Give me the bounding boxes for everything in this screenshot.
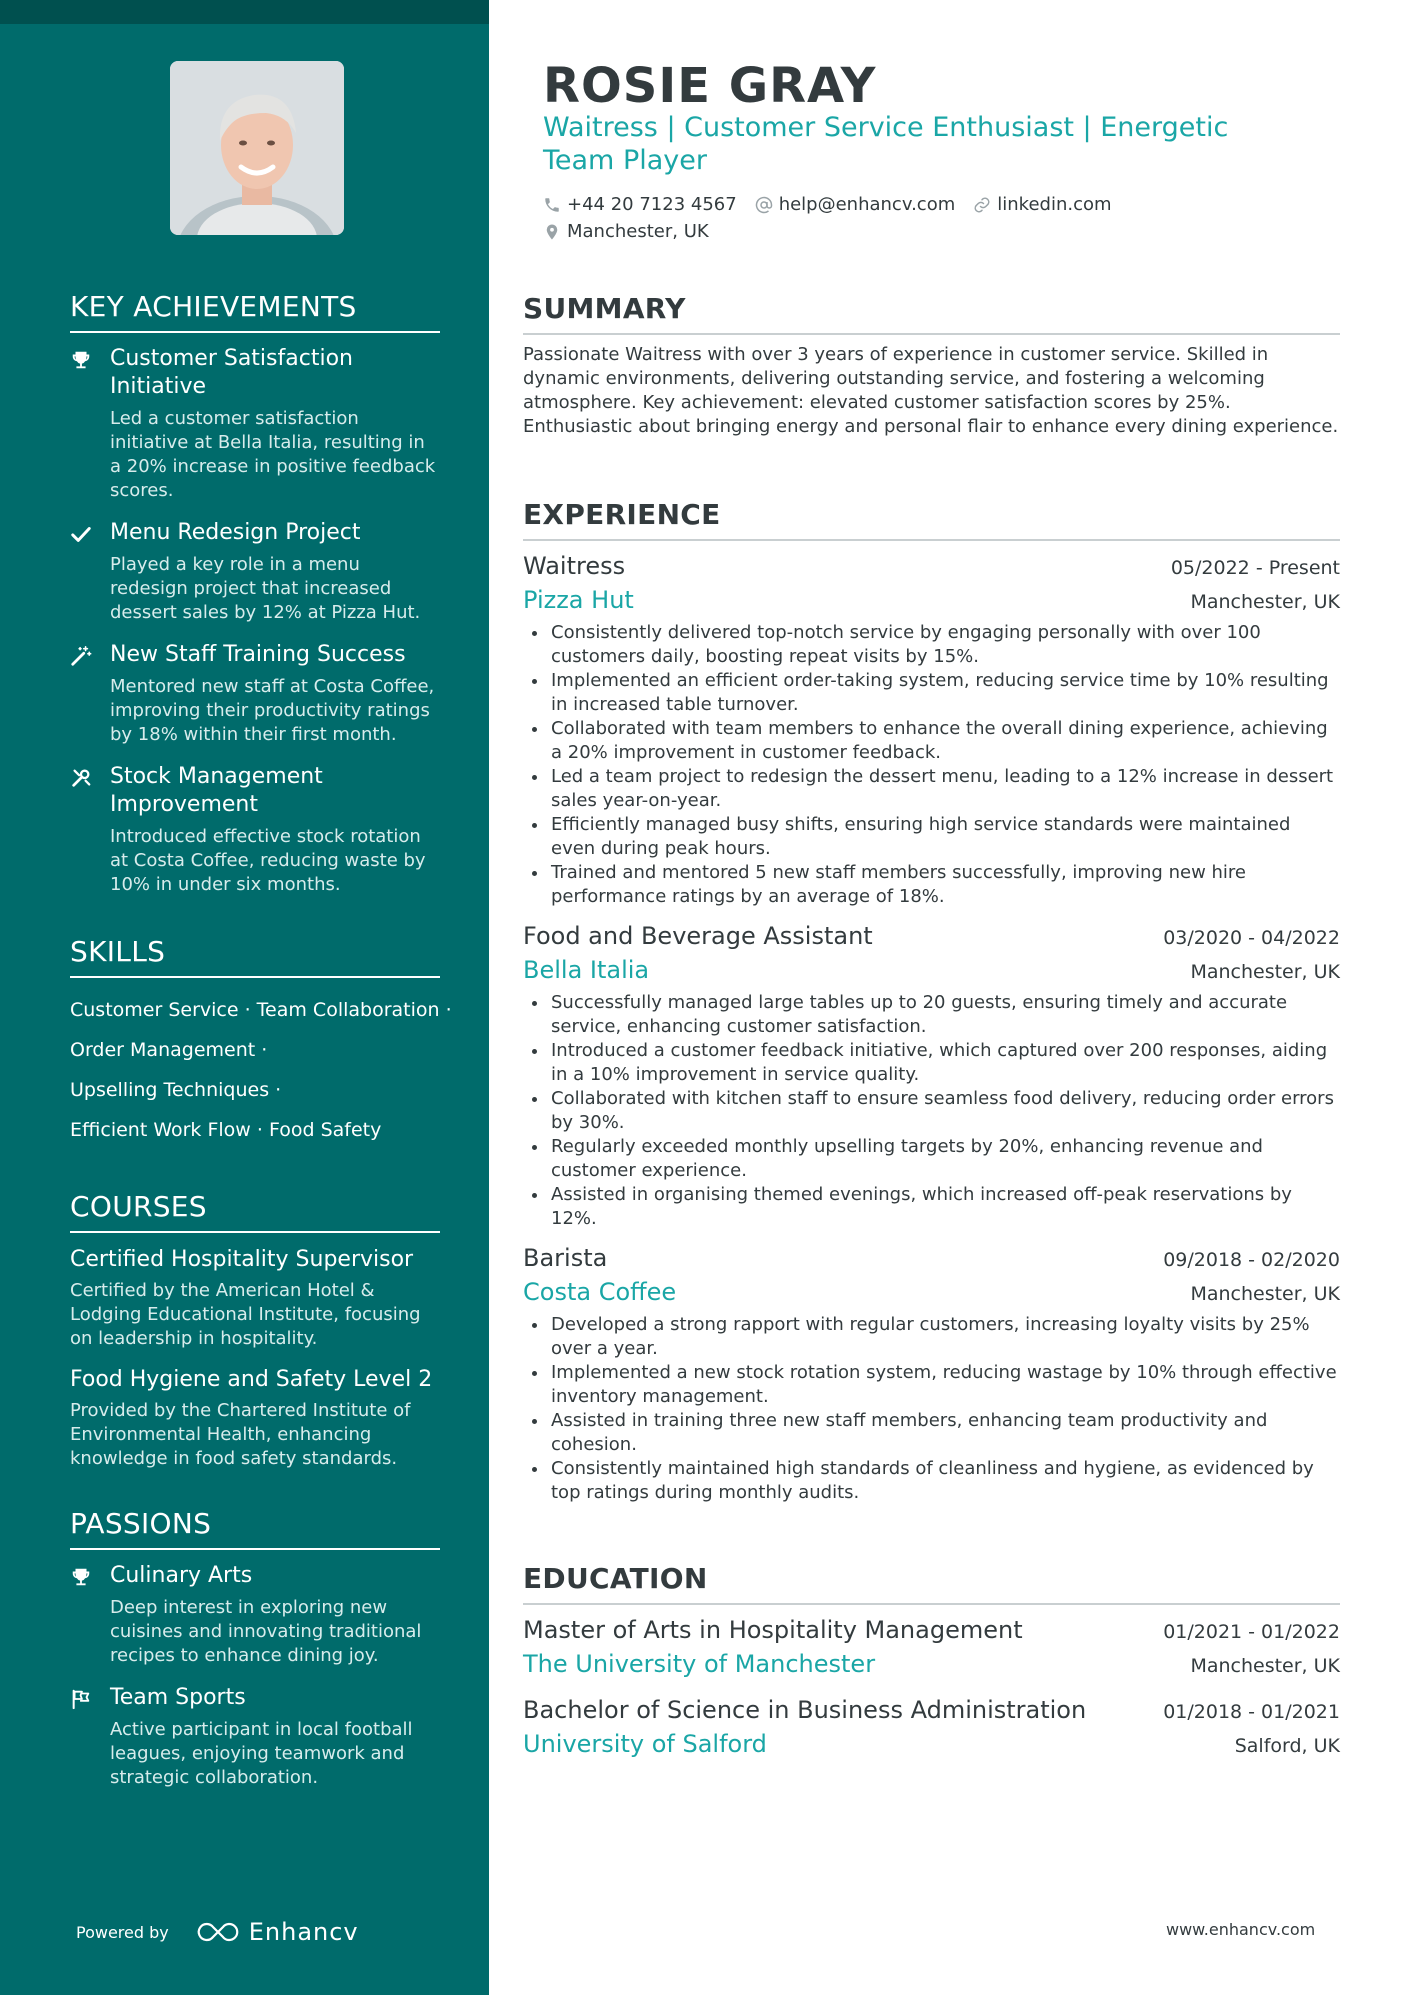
checkmark-icon: [70, 523, 94, 547]
job-location: Manchester, UK: [1190, 1283, 1340, 1305]
course-item: [70, 1365, 440, 1471]
bullet-item: Trained and mentored 5 new staff members successfully, improving new hire performance ratings by an average of 18%.: [523, 861, 1340, 909]
job-bullets: [523, 991, 1340, 1231]
achievement-item: [70, 519, 440, 625]
experience-section: [523, 498, 1340, 1515]
skills-heading: SKILLS: [70, 935, 440, 978]
education-dates: 01/2021 - 01/2022: [1163, 1621, 1340, 1643]
email-address: help@enhancv.com: [778, 194, 956, 215]
at-sign-icon: [755, 196, 773, 214]
sidebar: [0, 0, 489, 1995]
course-title: Food Hygiene and Safety Level 2: [70, 1367, 433, 1392]
achievement-item: [70, 641, 440, 747]
footer-website-link[interactable]: www.enhancv.com: [1166, 1920, 1316, 1939]
location-contact: [543, 221, 709, 242]
achievement-description: Introduced effective stock rotation at Costa Coffee, reducing waste by 10% in under six months.: [110, 826, 426, 895]
trophy-icon: [70, 1566, 94, 1590]
phone-contact[interactable]: [543, 194, 737, 215]
job-bullets: [523, 1313, 1340, 1505]
tools-icon: [70, 767, 94, 791]
bullet-item: Consistently maintained high standards of cleanliness and hygiene, as evidenced by top ratings during monthly audits.: [523, 1457, 1340, 1505]
company-name: Costa Coffee: [523, 1278, 677, 1306]
course-title: Certified Hospitality Supervisor: [70, 1247, 414, 1272]
job-entry: [523, 549, 1340, 909]
education-heading: EDUCATION: [523, 1562, 1340, 1605]
location-pin-icon: [543, 223, 561, 241]
school-location: Manchester, UK: [1190, 1655, 1340, 1677]
passion-title: Team Sports: [110, 1685, 246, 1710]
education-dates: 01/2018 - 01/2021: [1163, 1701, 1340, 1723]
bullet-item: Collaborated with team members to enhance the overall dining experience, achieving a 20% improvement in customer feedback.: [523, 717, 1340, 765]
achievement-title: New Staff Training Success: [110, 642, 406, 667]
job-dates: 03/2020 - 04/2022: [1163, 927, 1340, 949]
skill-line: Efficient Work Flow · Food Safety: [70, 1119, 382, 1141]
course-item: [70, 1245, 440, 1351]
skill-line: Order Management ·: [70, 1039, 268, 1061]
school-location: Salford, UK: [1234, 1735, 1340, 1757]
bullet-item: Assisted in training three new staff members, enhancing team productivity and cohesion.: [523, 1409, 1340, 1457]
tagline: Waitress | Customer Service Enthusiast | Energetic Team Player: [543, 112, 1229, 176]
job-entry: [523, 919, 1340, 1231]
phone-number: +44 20 7123 4567: [567, 194, 737, 215]
school-name: University of Salford: [523, 1730, 767, 1758]
achievement-description: Played a key role in a menu redesign project that increased dessert sales by 12% at Pizza Hut.: [110, 554, 421, 623]
bullet-item: Consistently delivered top-notch service by engaging personally with over 100 customers daily, boosting repeat visits by 15%.: [523, 621, 1340, 669]
passion-description: Deep interest in exploring new cuisines and innovating traditional recipes to enhance dining joy.: [110, 1597, 422, 1666]
achievement-description: Led a customer satisfaction initiative at Bella Italia, resulting in a 20% increase in positive feedback scores.: [110, 408, 436, 501]
profile-photo: [170, 61, 344, 235]
location-row: [543, 221, 727, 242]
job-entry: [523, 1241, 1340, 1505]
job-location: Manchester, UK: [1190, 961, 1340, 983]
passion-description: Active participant in local football leagues, enjoying teamwork and strategic collaboration.: [110, 1719, 413, 1788]
job-bullets: [523, 621, 1340, 909]
contact-row: [543, 194, 1130, 215]
achievement-item: [70, 345, 440, 503]
location-text: Manchester, UK: [567, 221, 709, 242]
company-name: Bella Italia: [523, 956, 650, 984]
bullet-item: Efficiently managed busy shifts, ensuring high service standards were maintained even during peak hours.: [523, 813, 1340, 861]
sidebar-top-bar: [0, 0, 489, 24]
bullet-item: Regularly exceeded monthly upselling targets by 20%, enhancing revenue and customer experience.: [523, 1135, 1340, 1183]
education-section: [523, 1562, 1340, 1773]
magic-wand-icon: [70, 645, 94, 669]
job-dates: 05/2022 - Present: [1170, 557, 1340, 579]
courses-heading: COURSES: [70, 1190, 440, 1233]
job-dates: 09/2018 - 02/2020: [1163, 1249, 1340, 1271]
course-description: Certified by the American Hotel & Lodging Educational Institute, focusing on leadership in hospitality.: [70, 1280, 421, 1349]
bullet-item: Led a team project to redesign the dessert menu, leading to a 12% increase in dessert sales year-on-year.: [523, 765, 1340, 813]
email-contact[interactable]: [755, 194, 956, 215]
sidebar-content: [70, 290, 452, 1806]
achievement-title: Menu Redesign Project: [110, 520, 361, 545]
achievement-item: [70, 763, 440, 897]
company-name: Pizza Hut: [523, 586, 634, 614]
trophy-icon: [70, 349, 94, 373]
degree-title: Master of Arts in Hospitality Management: [523, 1616, 1023, 1644]
phone-icon: [543, 196, 561, 214]
summary-text: Passionate Waitress with over 3 years of experience in customer service. Skilled in dynamic environments, delivering outstanding service, and fostering a welcoming atmosphere. Key achievement: elevated customer satisfaction scores by 25%. Enthusiastic about bringing energy and personal flair to enhance every dining experience.: [523, 344, 1339, 437]
course-description: Provided by the Chartered Institute of Environmental Health, enhancing knowledge in food safety standards.: [70, 1400, 411, 1469]
experience-heading: EXPERIENCE: [523, 498, 1340, 541]
bullet-item: Implemented an efficient order-taking system, reducing service time by 10% resulting in increased table turnover.: [523, 669, 1340, 717]
bullet-item: Developed a strong rapport with regular customers, increasing loyalty visits by 25% over a year.: [523, 1313, 1340, 1361]
linkedin-url: linkedin.com: [997, 194, 1112, 215]
skills-list: [70, 990, 452, 1150]
summary-section: [523, 292, 1340, 439]
degree-title: Bachelor of Science in Business Administration: [523, 1696, 1087, 1724]
link-icon: [973, 196, 991, 214]
skill-line: Upselling Techniques ·: [70, 1079, 282, 1101]
linkedin-contact[interactable]: [973, 194, 1111, 215]
flag-icon: [70, 1688, 94, 1712]
summary-heading: SUMMARY: [523, 292, 1340, 335]
achievement-title: Customer Satisfaction Initiative: [110, 346, 353, 399]
bullet-item: Successfully managed large tables up to 20 guests, ensuring timely and accurate service, enhancing customer satisfaction.: [523, 991, 1340, 1039]
school-name: The University of Manchester: [523, 1650, 876, 1678]
job-title: Barista: [523, 1244, 608, 1272]
infinity-icon: [195, 1921, 241, 1943]
bullet-item: Assisted in organising themed evenings, which increased off-peak reservations by 12%.: [523, 1183, 1340, 1231]
passion-item: [70, 1562, 440, 1668]
bullet-item: Implemented a new stock rotation system, reducing wastage by 10% through effective inventory management.: [523, 1361, 1340, 1409]
passion-item: [70, 1684, 440, 1790]
job-title: Food and Beverage Assistant: [523, 922, 873, 950]
job-location: Manchester, UK: [1190, 591, 1340, 613]
achievement-title: Stock Management Improvement: [110, 764, 323, 817]
education-entry: [523, 1693, 1340, 1761]
skill-line: Customer Service · Team Collaboration ·: [70, 999, 452, 1021]
passion-title: Culinary Arts: [110, 1563, 253, 1588]
powered-by-label: Powered by: [76, 1922, 169, 1942]
bullet-item: Introduced a customer feedback initiative, which captured over 200 responses, aiding in a 10% improvement in service quality.: [523, 1039, 1340, 1087]
brand-name: Enhancv: [248, 1918, 359, 1946]
bullet-item: Collaborated with kitchen staff to ensure seamless food delivery, reducing order errors by 30%.: [523, 1087, 1340, 1135]
achievement-description: Mentored new staff at Costa Coffee, improving their productivity ratings by 18% within their first month.: [110, 676, 435, 745]
key-achievements-heading: KEY ACHIEVEMENTS: [70, 290, 440, 333]
passions-heading: PASSIONS: [70, 1507, 440, 1550]
job-title: Waitress: [523, 552, 626, 580]
enhancv-logo[interactable]: [195, 1918, 359, 1946]
powered-by: [76, 1918, 359, 1946]
candidate-name: ROSIE GRAY: [543, 58, 877, 114]
education-entry: [523, 1613, 1340, 1681]
